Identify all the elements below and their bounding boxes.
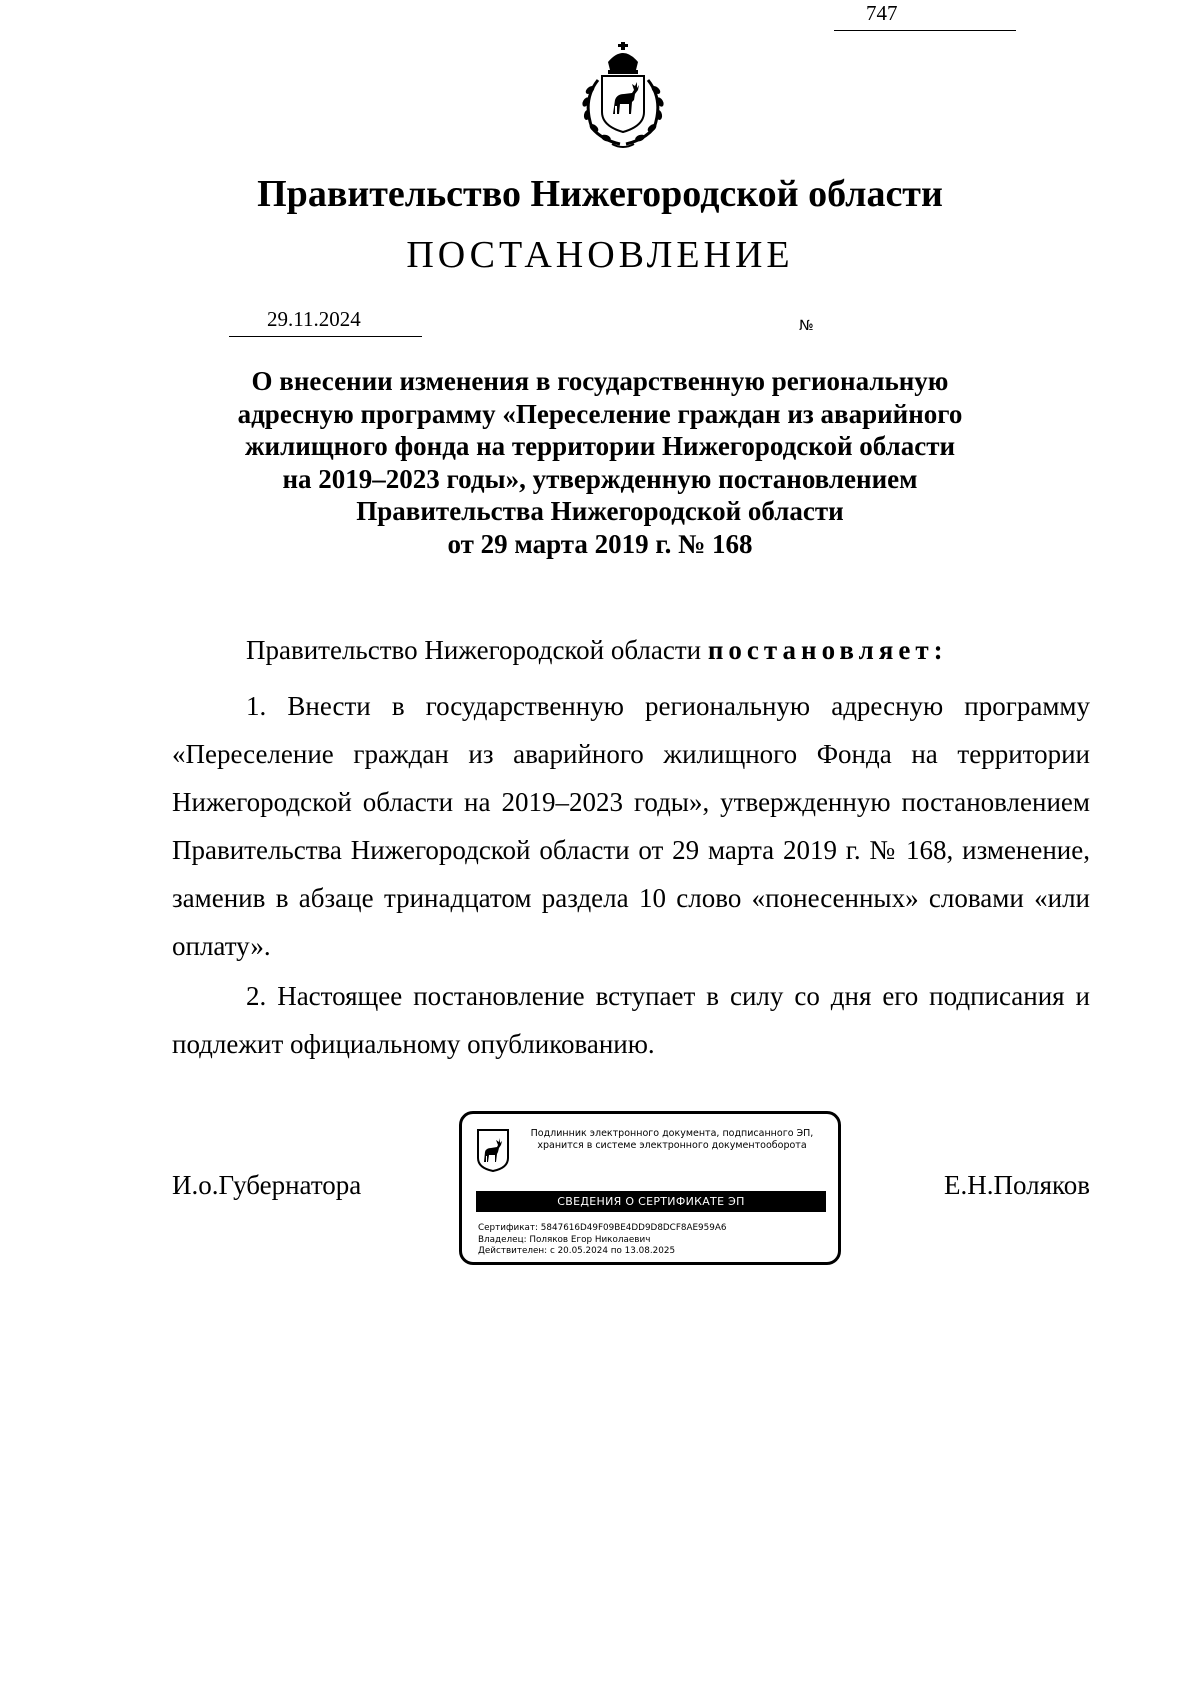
nizhny-novgorod-coat-of-arms-icon [568, 40, 678, 152]
document-number: 747 [866, 1, 898, 25]
signer-name: Е.Н.Поляков [943, 1170, 1090, 1200]
deer-emblem-icon [476, 1128, 510, 1172]
certificate-validity: Действителен: с 20.05.2024 по 13.08.2025 [478, 1246, 676, 1256]
stamp-header-line: Подлинник электронного документа, подписанного ЭП, [530, 1128, 814, 1139]
government-title: Правительство Нижегородской области [257, 173, 943, 215]
intro-decree: постановляет: [707, 635, 948, 665]
subject-line: Правительства Нижегородской области [356, 496, 844, 526]
paragraph-2: 2. Настоящее постановление вступает в силу со дня его подписания и подлежит официальному опубликованию. [172, 981, 1090, 1059]
subject-line: жилищного фонда на территории Нижегородской области [244, 431, 956, 461]
document-date: 29.11.2024 [267, 307, 361, 331]
certificate-id: Сертификат: 5847616D49F09BE4DD9D8DCF8AE959A6 [478, 1223, 727, 1233]
stamp-title-bar: СВЕДЕНИЯ О СЕРТИФИКАТЕ ЭП [476, 1191, 826, 1212]
subject-line: О внесении изменения в государственную региональную [251, 366, 949, 396]
stamp-certificate-info [478, 1223, 726, 1258]
stamp-header-line: хранится в системе электронного документооборота [537, 1140, 807, 1151]
number-field [834, 0, 1016, 31]
electronic-signature-stamp [459, 1111, 841, 1265]
subject-line: на 2019–2023 годы», утвержденную постановлением [282, 463, 918, 494]
subject-line: адресную программу «Переселение граждан из аварийного [237, 398, 963, 429]
document-type: ПОСТАНОВЛЕНИЕ [406, 234, 794, 276]
intro-prefix: Правительство Нижегородской области [246, 635, 702, 665]
stamp-header [522, 1128, 822, 1152]
paragraph-1: 1. Внести в государственную региональную адресную программу «Переселение граждан из аварийного жилищного Фонда на территории Нижегородской области на 2019–2023 годы», утвержденную постановлением Правительства Нижегородской области от 29 марта 2019 г. № 168, изменение, заменив в абзаце тринадцатом раздела 10 слово «понесенных» словами «или оплату». [172, 691, 1090, 961]
subject-line: от 29 марта 2019 г. № 168 [447, 528, 753, 559]
certificate-owner: Владелец: Поляков Егор Николаевич [478, 1234, 651, 1245]
decree-intro [172, 626, 1090, 674]
number-sign: № [799, 318, 814, 334]
document-subject [180, 365, 1020, 560]
date-field [229, 306, 422, 337]
signer-position: И.о.Губернатора [172, 1170, 362, 1200]
